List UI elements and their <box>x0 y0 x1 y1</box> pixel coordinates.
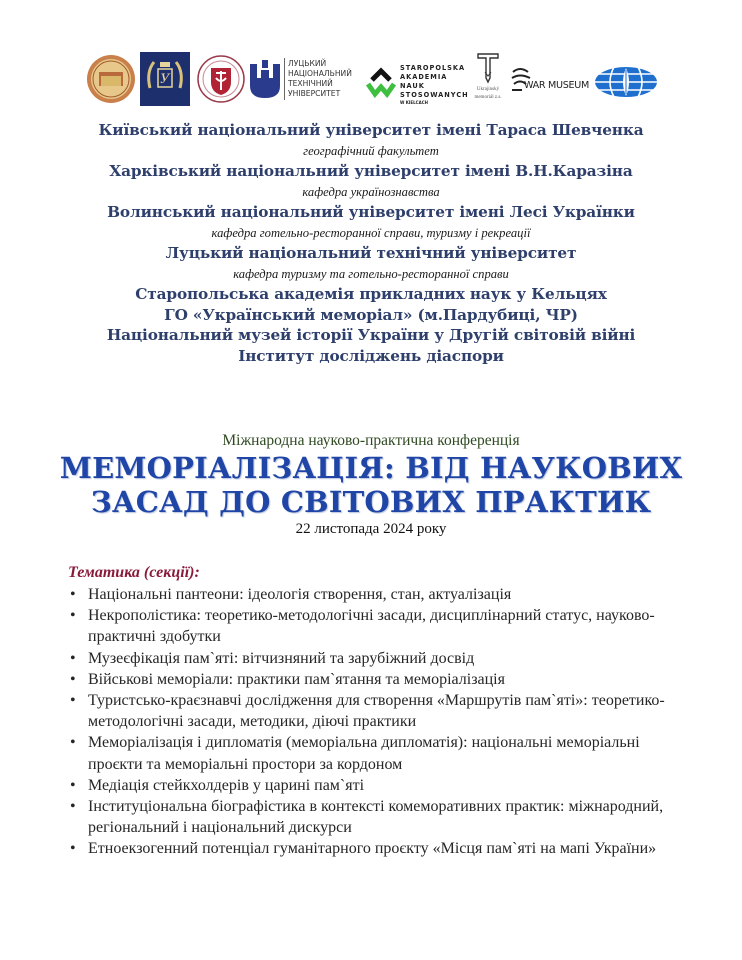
topic-item <box>68 669 668 690</box>
organizer-name: Старопольська академія прикладних наук у Кельцях <box>135 285 607 303</box>
conference-title-line-1: МЕМОРІАЛІЗАЦІЯ: ВІД НАУКОВИХ <box>59 451 683 485</box>
topic-item <box>68 796 668 838</box>
organizer-department: географічний факультет <box>303 143 439 158</box>
bullet-icon: • <box>70 776 76 794</box>
topic-item <box>68 584 668 605</box>
organizer-department: кафедра українознавства <box>302 184 440 199</box>
bullet-icon: • <box>70 692 76 710</box>
topics-section <box>68 563 668 860</box>
diaspora-institute-globe-icon <box>594 66 658 98</box>
topic-item <box>68 690 668 732</box>
bullet-icon: • <box>70 734 76 752</box>
conference-title-line-2: ЗАСАД ДО СВІТОВИХ ПРАКТИК <box>90 485 652 519</box>
topic-text: Військові меморіали: практики пам`ятання та меморіалізація <box>88 670 505 688</box>
bullet-icon: • <box>70 670 76 688</box>
organizer-name: Луцький національний технічний університет <box>165 244 577 262</box>
organizer-name: Харківський національний університет імені В.Н.Каразіна <box>109 162 633 180</box>
memorial-logo-line: Ukrajinský <box>476 87 500 92</box>
volyn-university-seal-icon <box>196 54 246 104</box>
partner-logos-strip <box>84 50 664 114</box>
topic-text: Інституціональна біографістика в контексті комеморативних практик: міжнародний, регіональний і національний дискурси <box>88 798 664 837</box>
conference-header <box>0 431 742 539</box>
organizer-department: кафедра туризму та готельно-ресторанної справи <box>233 266 509 281</box>
topics-list <box>68 584 668 860</box>
topic-item <box>68 648 668 669</box>
staropolska-logo-line: W KIELCACH <box>400 100 428 105</box>
bullet-icon: • <box>70 649 76 667</box>
karazin-university-emblem-icon <box>140 52 190 106</box>
topics-heading: Тематика (секції): <box>68 564 200 581</box>
lutsk-technical-university-logo <box>250 58 360 102</box>
organizers-block <box>0 120 742 366</box>
topic-item <box>68 775 668 796</box>
ukrainian-memorial-logo <box>468 52 508 108</box>
war-museum-logo <box>510 66 588 100</box>
organizer-name: Волинський національний університет імені Лесі Українки <box>107 203 635 221</box>
topic-text: Меморіалізація і дипломатія (меморіальна дипломатія): національні меморіальні проєкти та меморіальні простори за кордоном <box>88 734 640 773</box>
bullet-icon: • <box>70 798 76 816</box>
staropolska-logo-line: AKADEMIA NAUK <box>400 73 448 90</box>
topic-text: Некрополістика: теоретико-методологічні засади, дисциплінарний статус, науково-практичні здобутки <box>88 607 655 646</box>
kyiv-university-seal-icon <box>86 54 136 104</box>
topic-text: Музеєфікація пам`яті: вітчизняний та зарубіжний досвід <box>88 649 475 667</box>
topic-text: Медіація стейкхолдерів у царині пам`яті <box>88 776 365 794</box>
lutsk-logo-line: НАЦІОНАЛЬНИЙ <box>288 69 352 78</box>
topic-item <box>68 838 668 859</box>
organizer-name: Київський національний університет імені Тараса Шевченка <box>98 121 644 139</box>
organizer-name: Національний музей історії України у Другій світовій війні <box>106 326 636 344</box>
conference-date: 22 листопада 2024 року <box>295 521 447 537</box>
topic-item <box>68 732 668 774</box>
staropolska-chevron-icon <box>366 66 396 98</box>
bullet-icon: • <box>70 586 76 603</box>
karazin-letter: У <box>160 72 170 87</box>
memorial-cross-icon <box>476 52 500 84</box>
conference-type-label: Міжнародна науково-практична конференція <box>222 432 520 449</box>
staropolska-academy-logo <box>366 60 469 105</box>
staropolska-logo-line: STOSOWANYCH <box>400 91 469 99</box>
memorial-logo-line: memoriál z.s. <box>474 95 502 100</box>
lutsk-logo-line: ТЕХНІЧНИЙ <box>288 79 333 88</box>
organizer-name: Інститут досліджень діаспори <box>238 346 504 365</box>
topic-item <box>68 605 668 647</box>
war-museum-text: WAR MUSEUM <box>524 80 589 91</box>
organizer-department: кафедра готельно-ресторанної справи, туризму і рекреації <box>211 225 531 240</box>
lutsk-logo-line: ЛУЦЬКИЙ <box>288 59 327 68</box>
staropolska-logo-line: STAROPOLSKA <box>400 64 466 72</box>
lutsk-castle-icon <box>250 60 280 100</box>
organizer-name: ГО «Український меморіал» (м.Пардубиці, ЧР) <box>164 305 578 324</box>
bullet-icon: • <box>70 607 76 625</box>
topic-text: Туристсько-краєзнавчі дослідження для створення «Маршрутів пам`яті»: теоретико-методологічні засади, методики, діючі практики <box>88 692 665 731</box>
topic-text: Етноекзогенний потенціал гуманітарного проєкту «Місця пам`яті на мапі України» <box>88 840 657 858</box>
lutsk-logo-line: УНІВЕРСИТЕТ <box>288 89 341 98</box>
bullet-icon: • <box>70 840 76 858</box>
topic-text: Національні пантеони: ідеологія створення, стан, актуалізація <box>88 586 512 603</box>
